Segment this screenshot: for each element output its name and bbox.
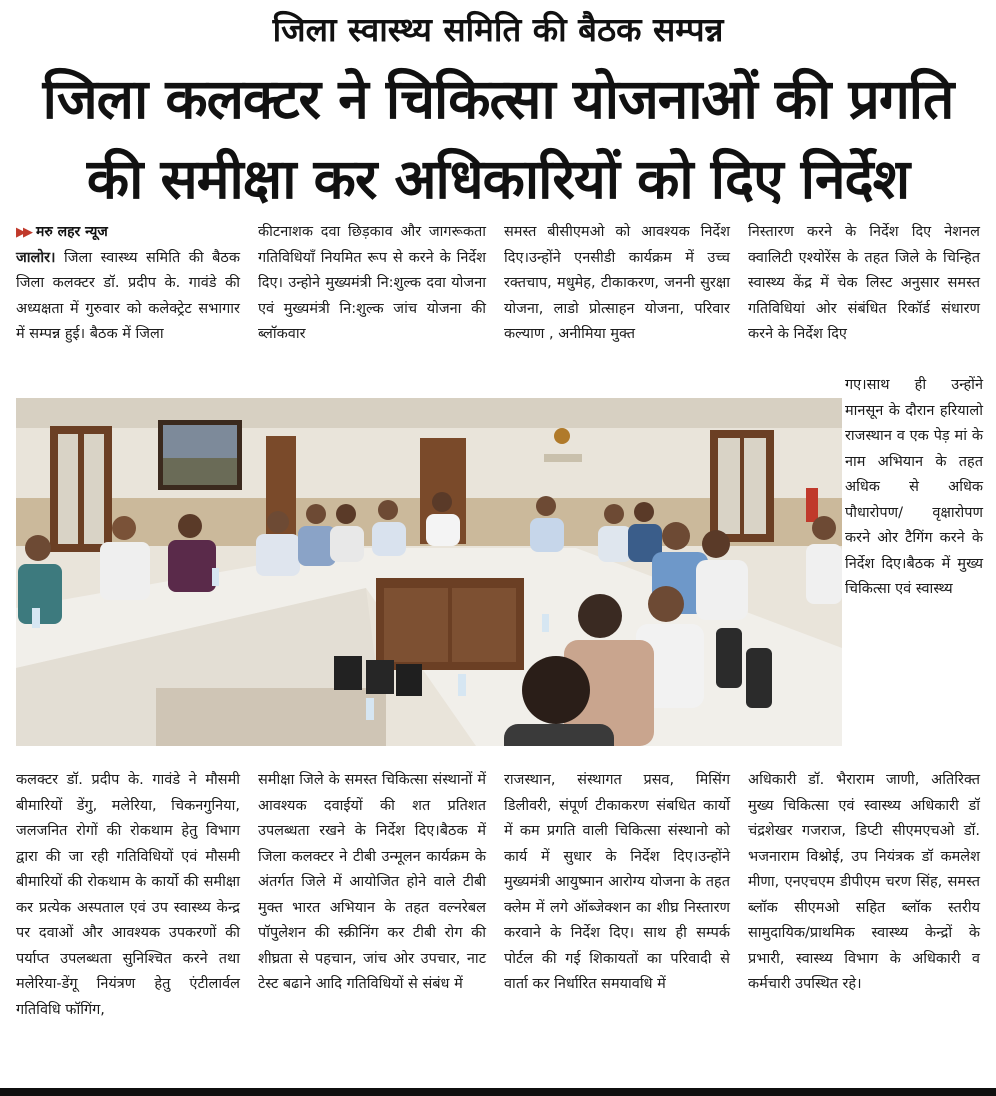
column-text: गए।साथ ही उन्होंने मानसून के दौरान हरियालो राजस्थान व एक पेड़ मां के नाम अभियान के तहत अधिक से अधिक पौधारोपण/ वृक्षारोपण करने ओर टैगिंग करने के निर्देश दिए।बैठक में मुख्य चिकित्सा एवं स्वास्थ्य xyxy=(845,377,983,597)
byline xyxy=(16,220,240,246)
column-text: जिला स्वास्थ्य समिति की बैठक जिला कलक्टर डॉ. प्रदीप के. गावंडे की अध्यक्षता में गुरुवार को कलेक्ट्रेट सभागार में सम्पन्न हुई। बैठक में जिला xyxy=(16,249,240,342)
meeting-photo-illustration xyxy=(16,398,842,746)
meeting-photo xyxy=(16,398,842,746)
article-column-top-2 xyxy=(258,220,486,348)
column-text: कलक्टर डॉ. प्रदीप के. गावंडे ने मौसमी बीमारियों डेंगु, मलेरिया, चिकनगुनिया, जलजनित रोगों की रोकथाम हेतु विभाग द्वारा की जा रही गतिविधियों एवं मौसमी बीमारियों की रोकथाम के कार्यो की समीक्षा कर प्रत्येक अस्पताल एवं उप स्वास्थ्य केन्द्र पर दवाओं और आवश्यक उपकरणों की पर्याप्त उपलब्धता सुनिश्चित करने तथा मलेरिया-डेंगू नियंत्रण हेतु एंटीलार्वल गतिविधि फॉगिंग, xyxy=(16,772,240,1018)
column-text: कीटनाशक दवा छिड़काव और जागरूकता गतिविधियाँ नियमित रूप से करने के निर्देश दिए। उन्होने मुख्यमंत्री नि:शुल्क दवा योजना एवं मुख्यमंत्री नि:शुल्क जांच योजना की ब्लॉकवार xyxy=(258,224,486,342)
article-column-top-1 xyxy=(16,220,240,348)
headline-line-1: जिला कलक्टर ने चिकित्सा योजनाओं की प्रगति xyxy=(42,67,954,131)
article-column-side xyxy=(845,373,983,603)
article-column-top-3 xyxy=(504,220,730,348)
column-text: निस्तारण करने के निर्देश दिए नेशनल क्वालिटी एश्योरेंस के तहत जिले के चिन्हित स्वास्थ्य केंद्र में चेक लिस्ट अनुसार समस्त गतिविधियां ओर संबंधित रिकॉर्ड संधारण करने के निर्देश दिए xyxy=(748,224,980,342)
article-column-bottom-3 xyxy=(504,768,730,998)
column-text: समीक्षा जिले के समस्त चिकित्सा संस्थानों में आवश्यक दवाईयों की शत प्रतिशत उपलब्धता रखने के निर्देश दिए।बैठक में जिला कलक्टर ने टीबी उन्मूलन कार्यक्रम के अंतर्गत जिले में आयोजित होने वाले टीबी मुक्त भारत अभियान के तहत वल्नरेबल पॉपुलेशन की स्क्रीनिंग कर टीबी रोग की शीघ्रता से पहचान, जांच ओर उपचार, नाट टेस्ट बढाने आदि गतिविधियों से संबंध में xyxy=(258,772,486,992)
dateline: जालोर। xyxy=(16,249,56,266)
column-text: समस्त बीसीएमओ को आवश्यक निर्देश दिए।उन्होंने एनसीडी कार्यक्रम में उच्च रक्तचाप, मधुमेह, टीकाकरण, जननी सुरक्षा योजना, लाडो प्रोत्साहन योजना, परिवार कल्याण , अनीमिया मुक्त xyxy=(504,224,730,342)
article-column-bottom-1 xyxy=(16,768,240,1023)
byline-text: मरु लहर न्यूज xyxy=(36,224,108,240)
byline-arrow-icon: ▶▶ xyxy=(16,225,30,240)
next-headline-strip xyxy=(0,1088,996,1096)
column-text: अधिकारी डॉ. भैराराम जाणी, अतिरिक्त मुख्य चिकित्सा एवं स्वास्थ्य अधिकारी डॉ चंद्रशेखर गजराज, डिप्टी सीएमएचओ डॉ. भजनाराम विश्नोई, उप नियंत्रक डॉ कमलेश मीणा, एनएचएम डीपीएम चरण सिंह, समस्त ब्लॉक सीएमओ सहित ब्लॉक स्तरीय सामुदायिक/प्राथमिक स्वास्थ्य केन्द्रों के प्रभारी, स्वास्थ्य विभाग के अधिकारी व कर्मचारी उपस्थित रहे। xyxy=(748,772,980,992)
article-kicker: जिला स्वास्थ्य समिति की बैठक सम्पन्न xyxy=(272,10,724,49)
article-column-top-4 xyxy=(748,220,980,348)
column-text: राजस्थान, संस्थागत प्रसव, मिसिंग डिलीवरी, संपूर्ण टीकाकरण संबधित कार्यो में कम प्रगति वाली चिकित्सा संस्थानो को कार्य में सुधार के निर्देश दिए।उन्होंने मुख्यमंत्री आयुष्मान आरोग्य योजना के तहत क्लेम में लगे ऑब्जेक्शन का शीघ्र निस्तारण करवाने के निर्देश दिए। साथ ही सम्पर्क पोर्टल की गई शिकायतों का परिवादी से वार्ता कर निर्धारित समयावधि में xyxy=(504,772,730,992)
headline-line-2: की समीक्षा कर अधिकारियों को दिए निर्देश xyxy=(86,147,910,211)
article-column-bottom-4 xyxy=(748,768,980,998)
article-column-bottom-2 xyxy=(258,768,486,998)
